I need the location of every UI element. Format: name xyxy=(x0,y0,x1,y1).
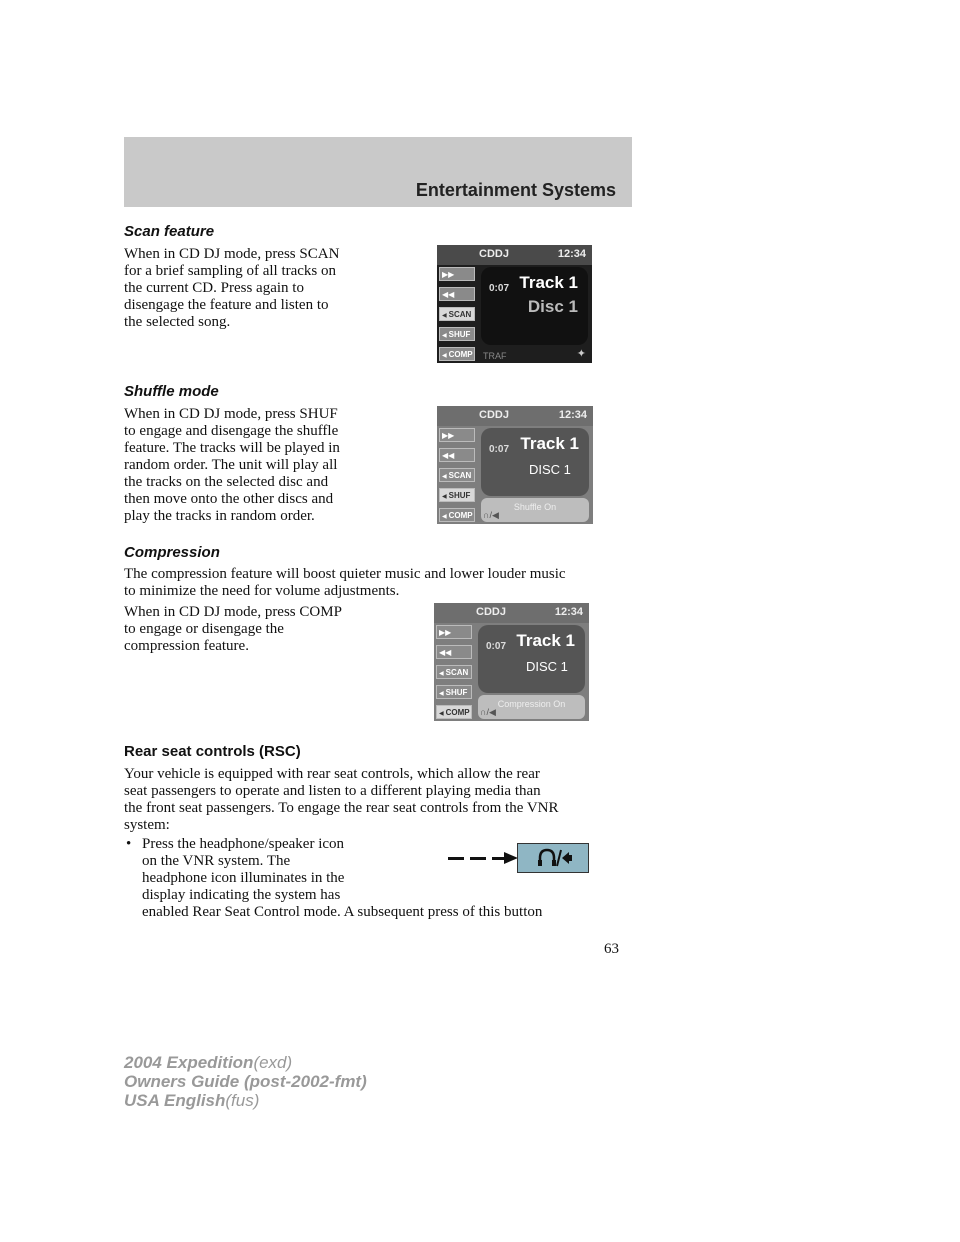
display-top-bar xyxy=(437,406,593,426)
compression-heading: Compression xyxy=(124,544,220,561)
text-line: the front seat passengers. To engage the rear seat controls from the VNR xyxy=(124,800,559,816)
arrow-dash xyxy=(448,857,464,860)
arrow-dash xyxy=(470,857,486,860)
display-top-bar xyxy=(434,603,589,623)
footer-language-code: (fus) xyxy=(225,1091,260,1110)
text-line: feature. The tracks will be played in xyxy=(124,440,340,456)
footer-language: USA English xyxy=(124,1091,226,1110)
comp-button: ◀ COMP xyxy=(436,705,472,719)
footer-line-2 xyxy=(124,1072,367,1091)
scan-button: ◀ SCAN xyxy=(439,468,475,482)
scan-heading: Scan feature xyxy=(124,223,215,240)
track-label: Track 1 xyxy=(520,434,579,453)
text-line: seat passengers to operate and listen to a different playing media than xyxy=(124,783,541,799)
text-line: headphone icon illuminates in the xyxy=(142,870,345,886)
shuf-button: ◀ SHUF xyxy=(439,488,475,502)
shuffle-paragraph xyxy=(124,406,384,525)
footer-line-3 xyxy=(124,1091,259,1110)
mode-label: CDDJ xyxy=(476,606,506,618)
disc-label: Disc 1 xyxy=(527,297,578,316)
radio-display-compression xyxy=(434,603,589,721)
section-title: Entertainment Systems xyxy=(415,180,616,200)
section-header-bar xyxy=(124,137,632,207)
disc-label: DISC 1 xyxy=(529,462,571,477)
status-text: Shuffle On xyxy=(513,502,557,512)
disc-label: DISC 1 xyxy=(526,659,568,674)
display-screen xyxy=(481,267,588,345)
rsc-paragraph xyxy=(124,766,634,834)
text-line: for a brief sampling of all tracks on xyxy=(124,263,337,279)
radio-display-scan xyxy=(437,245,592,363)
elapsed-time: 0:07 xyxy=(489,444,510,455)
rsc-heading: Rear seat controls (RSC) xyxy=(124,743,301,760)
next-track-icon: ▶▶ xyxy=(439,267,475,281)
clock: 12:34 xyxy=(557,248,586,260)
scan-button: ◀ SCAN xyxy=(436,665,472,679)
mode-label: CDDJ xyxy=(479,409,509,421)
compression-paragraph xyxy=(124,604,384,655)
text-line: then move onto the other discs and xyxy=(124,491,334,507)
comp-button: ◀ COMP xyxy=(439,347,475,361)
page-number: 63 xyxy=(604,941,619,957)
scan-paragraph xyxy=(124,246,384,331)
rsc-bullet-continuation: enabled Rear Seat Control mode. A subsequent press of this button xyxy=(142,904,543,920)
text-line: system: xyxy=(124,817,170,833)
status-text: Compression On xyxy=(497,699,566,709)
footer-line-1 xyxy=(124,1053,292,1072)
clock: 12:34 xyxy=(558,409,587,421)
shuf-button: ◀ SHUF xyxy=(439,327,475,341)
text-line: When in CD DJ mode, press COMP xyxy=(124,604,342,620)
elapsed-time: 0:07 xyxy=(486,641,507,652)
headphone-speaker-icon: ∩/◀ xyxy=(483,510,499,520)
text-line: display indicating the system has xyxy=(142,887,341,903)
footer-model-code: (exd) xyxy=(253,1053,293,1072)
traffic-label: TRAF xyxy=(483,351,507,361)
text-line: disengage the feature and listen to xyxy=(124,297,329,313)
elapsed-time: 0:07 xyxy=(489,283,510,294)
text-line: the selected song. xyxy=(124,314,231,330)
text-line: to engage or disengage the xyxy=(124,621,284,637)
comp-button: ◀ COMP xyxy=(439,508,475,522)
scan-button: ◀ SCAN xyxy=(439,307,475,321)
bullet-dot: • xyxy=(126,836,132,852)
footer-model: 2004 Expedition xyxy=(124,1053,254,1072)
text-line: compression feature. xyxy=(124,638,249,654)
shuffle-heading: Shuffle mode xyxy=(124,383,219,400)
headphone-speaker-button xyxy=(517,843,589,873)
clock: 12:34 xyxy=(554,606,583,618)
prev-track-icon: ◀◀ xyxy=(439,448,475,462)
prev-track-icon: ◀◀ xyxy=(436,645,472,659)
display-screen xyxy=(481,428,589,496)
track-label: Track 1 xyxy=(519,273,578,292)
next-track-icon: ▶▶ xyxy=(439,428,475,442)
radio-display-shuffle xyxy=(437,406,593,524)
arrow-head-icon xyxy=(504,851,518,865)
text-line: play the tracks in random order. xyxy=(124,508,315,524)
text-line: to engage and disengage the shuffle xyxy=(124,423,339,439)
text-line: the current CD. Press again to xyxy=(124,280,304,296)
text-line: The compression feature will boost quieter music and lower louder music xyxy=(124,566,566,582)
cd-icon: ✦ xyxy=(576,348,586,360)
display-top-bar xyxy=(437,245,592,265)
text-line: When in CD DJ mode, press SHUF xyxy=(124,406,338,422)
text-line: When in CD DJ mode, press SCAN xyxy=(124,246,340,262)
shuf-button: ◀ SHUF xyxy=(436,685,472,699)
text-line: Press the headphone/speaker icon xyxy=(142,836,345,852)
compression-intro xyxy=(124,566,634,600)
display-screen xyxy=(478,625,585,693)
text-line: the tracks on the selected disc and xyxy=(124,474,329,490)
text-line: on the VNR system. The xyxy=(142,853,291,869)
footer-guide: Owners Guide (post-2002-fmt) xyxy=(124,1072,367,1091)
bullet-text xyxy=(142,836,397,904)
text-line: to minimize the need for volume adjustments. xyxy=(124,583,400,599)
headphone-speaker-icon xyxy=(518,844,588,872)
text-line: Your vehicle is equipped with rear seat controls, which allow the rear xyxy=(124,766,540,782)
prev-track-icon: ◀◀ xyxy=(439,287,475,301)
next-track-icon: ▶▶ xyxy=(436,625,472,639)
text-line: random order. The unit will play all xyxy=(124,457,338,473)
headphone-speaker-icon: ∩/◀ xyxy=(480,707,496,717)
track-label: Track 1 xyxy=(516,631,575,650)
mode-label: CDDJ xyxy=(479,248,509,260)
